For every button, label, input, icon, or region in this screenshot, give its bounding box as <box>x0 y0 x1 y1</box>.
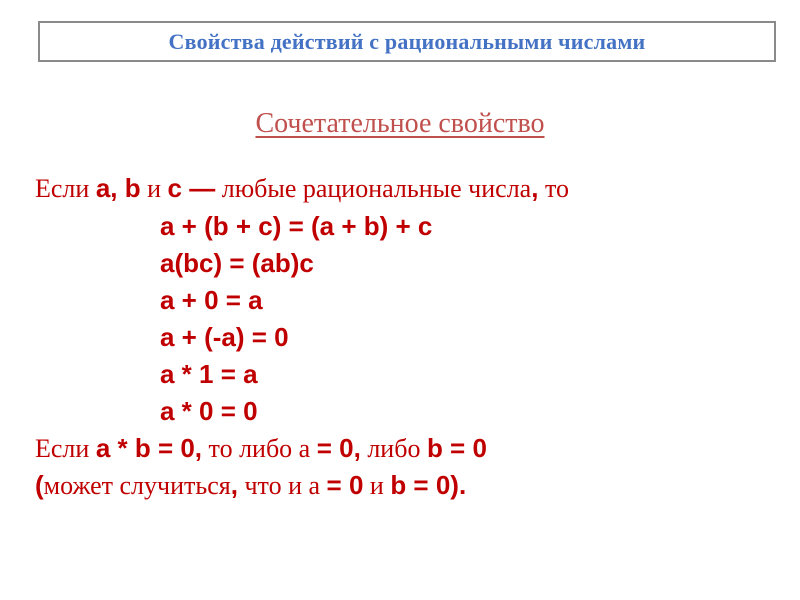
slide-title-box <box>38 21 776 62</box>
formula-line: a(bc) = (ab)c <box>160 248 314 278</box>
intro-variables: a, b <box>95 173 141 203</box>
note-expression: = 0 <box>326 470 364 500</box>
formula-line: a * 0 = 0 <box>160 396 258 426</box>
intro-text: и <box>140 174 168 203</box>
rule-text: либо <box>360 434 427 463</box>
intro-text: любые рациональные числа <box>215 174 532 203</box>
note-text: может случиться <box>43 471 231 500</box>
intro-text: то <box>538 174 569 203</box>
note-text: и <box>363 471 391 500</box>
intro-text: Если <box>35 174 96 203</box>
note-comma: , <box>230 470 238 500</box>
rule-text: то либо а <box>202 434 317 463</box>
section-subtitle: Сочетательное свойство <box>255 108 545 139</box>
rule-line <box>35 430 487 467</box>
note-paren: ( <box>35 470 44 500</box>
rule-expression: = 0, <box>316 433 361 463</box>
intro-comma: , <box>531 173 539 203</box>
rule-text: Если <box>35 434 96 463</box>
intro-variable-c: c — <box>167 173 216 203</box>
rule-expression: a * b = 0, <box>95 433 203 463</box>
note-line <box>35 467 466 504</box>
intro-line <box>35 170 569 207</box>
rule-expression: b = 0 <box>426 433 487 463</box>
note-expression: b = 0). <box>390 470 467 500</box>
note-text: что и а <box>237 471 327 500</box>
formula-line: a + (-a) = 0 <box>160 322 289 352</box>
formula-line: a + 0 = a <box>160 285 263 315</box>
slide-title: Свойства действий с рациональными числами <box>168 28 646 54</box>
formula-line: a * 1 = a <box>160 359 258 389</box>
formula-line: a + (b + c) = (a + b) + c <box>160 211 433 241</box>
